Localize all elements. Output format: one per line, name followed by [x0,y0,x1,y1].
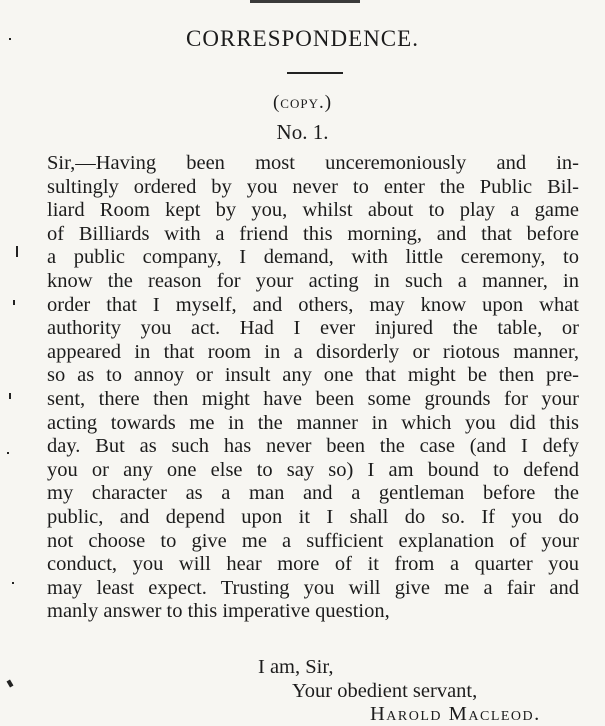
letter-line: so as to annoy or insult any one that might be then pre- [47,364,579,387]
letter-line: my character as a man and a gentleman before the [47,482,579,505]
margin-mark [7,679,14,687]
letter-line: you or any one else to say so) I am bound to defend [47,458,579,481]
letter-line: a public company, I demand, with little ceremony, to [47,246,579,269]
page-top-rule [250,0,360,3]
margin-mark [12,582,14,584]
page-heading: CORRESPONDENCE. [186,26,419,51]
letter-line: manly answer to this imperative question, [47,600,390,623]
copy-label: (copy.) [272,92,333,113]
letter-line: know the reason for your acting in such a manner, in [47,269,579,292]
margin-mark [9,393,11,399]
letter-line: may least expect. Trusting you will give me a fair and [47,576,579,599]
signature: Harold Macleod. [370,703,541,725]
letter-line: liard Room kept by you, whilst about to play a game [47,199,579,222]
letter-line: day. But as such has never been the case (and I defy [47,435,579,458]
letter-line: sultingly ordered by you never to enter the Public Bil- [47,175,579,198]
heading-rule [287,72,343,74]
margin-mark [13,300,15,305]
margin-mark [7,452,9,454]
letter-line: authority you act. Had I ever injured the table, or [47,317,579,340]
letter-line: Sir,—Having been most unceremoniously and in- [47,152,579,174]
margin-mark [9,38,11,40]
letter-closing: I am, Sir, [258,656,334,678]
letter-line: of Billiards with a friend this morning, and that before [47,222,579,245]
letter-line: conduct, you will hear more of it from a quarter you [47,553,579,576]
complimentary-close: Your obedient servant, [292,680,478,702]
letter-body [47,152,579,624]
letter-line: acting towards me in the manner in which you did this [47,411,579,434]
letter-line: public, and depend upon it I shall do so. If you do [47,505,579,528]
letter-number: No. 1. [276,120,329,144]
letter-line: sent, there then might have been some grounds for your [47,387,579,410]
letter-line: order that I myself, and others, may know upon what [47,293,579,316]
letter-line: not choose to give me a sufficient explanation of your [47,529,579,552]
margin-mark [16,246,18,257]
letter-line: appeared in that room in a disorderly or riotous manner, [47,340,579,363]
